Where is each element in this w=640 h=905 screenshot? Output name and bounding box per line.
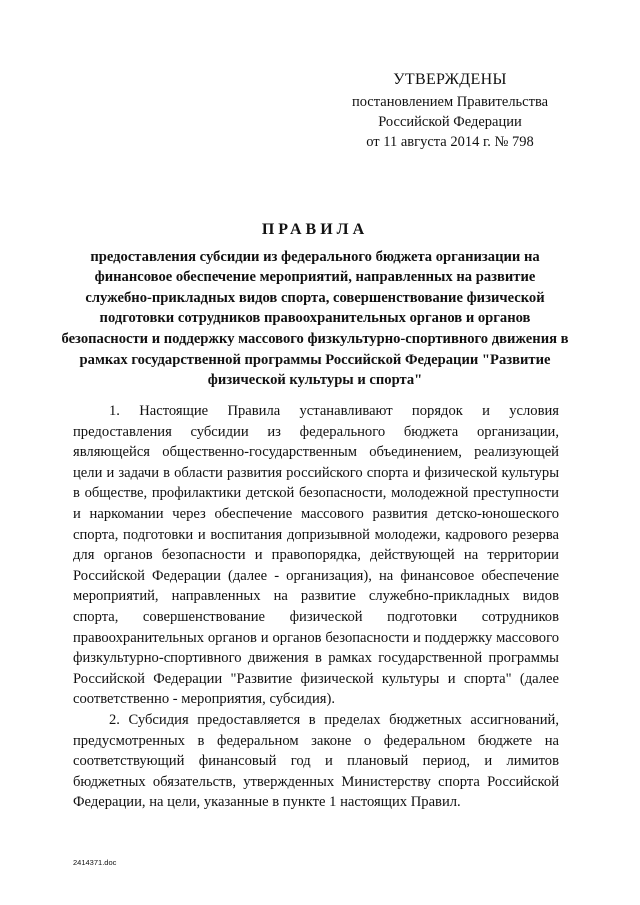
approval-line-3: от 11 августа 2014 г. № 798 <box>366 134 534 150</box>
file-code: 2414371.doc <box>73 858 117 867</box>
document-body <box>73 401 559 813</box>
paragraph-1: 1. Настоящие Правила устанавливают порядок и условия предоставления субсидии из федерального бюджета организации, являющейся общественно-государственным объединением, реализующей цели и задачи в области развития российского спорта и физической культуры в обществе, профилактики детской безопасности, молодежной преступности и наркомании через обеспечение массового развития детско-юношеского спорта, подготовки и воспитания допризывной молодежи, кадрового резерва для органов безопасности и правопорядка, действующей на территории Российской Федерации (далее - организация), на финансовое обеспечение мероприятий, направленных на развитие служебно-прикладных видов спорта, совершенствование физической подготовки сотрудников правоохранительных органов и органов безопасности и поддержку массового физкультурно-спортивного движения в рамках государственной программы Российской Федерации "Развитие физической культуры и спорта" (далее соответственно - мероприятия, субсидия). <box>73 403 559 708</box>
approval-line-2: Российской Федерации <box>378 114 522 130</box>
approval-stamp <box>300 70 600 152</box>
approval-title: УТВЕРЖДЕНЫ <box>393 71 507 88</box>
document-subtitle: предоставления субсидии из федерального бюджета организации на финансовое обеспечение мероприятий, направленных на развитие служебно-прикладных видов спорта, совершенствование физической подготовки сотрудников правоохранительных органов и органов безопасности и поддержку массового физкультурно-спортивного движения в рамках государственной программы Российской Федерации "Развитие физической культуры и спорта" <box>61 248 569 389</box>
approval-line-1: постановлением Правительства <box>351 94 549 110</box>
document-title-block <box>60 220 570 391</box>
document-title: ПРАВИЛА <box>261 221 369 238</box>
paragraph-2: 2. Субсидия предоставляется в пределах бюджетных ассигнований, предусмотренных в федеральном законе о федеральном бюджете на соответствующий финансовый год и плановый период, и лимитов бюджетных обязательств, утвержденных Министерству спорта Российской Федерации, на цели, указанные в пункте 1 настоящих Правил. <box>73 711 559 811</box>
